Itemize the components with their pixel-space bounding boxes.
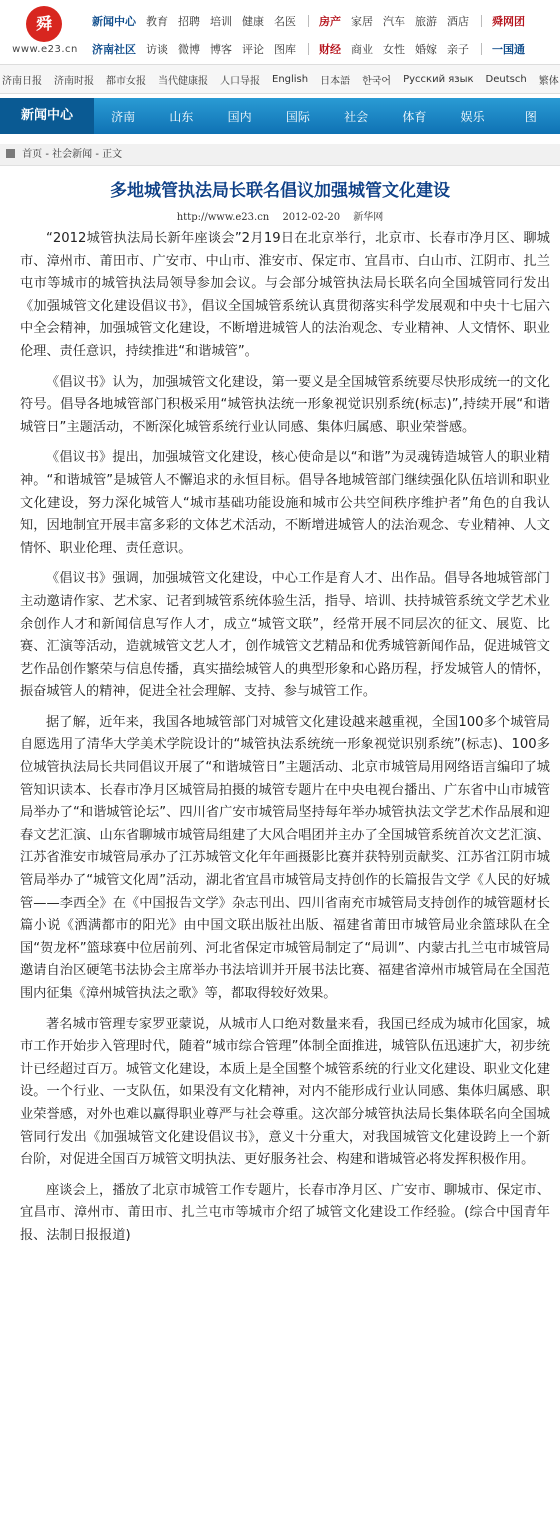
home-icon <box>6 149 15 158</box>
nav-link-parenting[interactable]: 亲子 <box>447 43 469 56</box>
nav-link-jobs[interactable]: 招聘 <box>178 15 200 28</box>
nav-link-doctors[interactable]: 名医 <box>274 15 296 28</box>
link-korean[interactable]: 한국어 <box>362 75 392 87</box>
nav-divider <box>481 43 482 55</box>
channel-society[interactable]: 社会 <box>344 109 369 124</box>
link-population-news[interactable]: 人口导报 <box>220 75 260 87</box>
nav-link-home[interactable]: 家居 <box>351 15 373 28</box>
article-paragraph: “2012城管执法局长新年座谈会”2月19日在北京举行，北京市、长春市净月区、聊城市、漳州市、莆田市、广安市、中山市、淮安市、保定市、宜昌市、白山市、江阴市、扎兰屯市等城市的城管执法局领导参加会议。与会部分城管执法局长联名向全国城管同行发出《加强城管文化建设倡议书》，倡议全国城管系统认真贯彻落实科学发展观和中央十七届六中全会精神，加强城管文化建设，不断增进城管人的法治观念、专业精神、人文情怀、职业伦理、责任意识，持续推进“和谐城管”。 <box>20 231 550 359</box>
article-paragraph: 《倡议书》认为，加强城管文化建设，第一要义是全国城管系统要尽快形成统一的文化符号。倡导各地城管部门积极采用“城管执法统一形象视觉识别系统(标志)”,持续开展“和谐城管日”主题活动，不断深化城管系统行业认同感、集体归属感、职业荣誉感。 <box>20 374 550 435</box>
channel-news-center[interactable]: 新闻中心 <box>0 98 94 134</box>
nav-link-education[interactable]: 教育 <box>146 15 168 28</box>
breadcrumb-separator: - <box>95 149 99 160</box>
nav-divider <box>481 15 482 27</box>
article-paragraph: 《倡议书》提出，加强城管文化建设，核心使命是以“和谐”为灵魂铸造城管人的职业精神。“和谐城管”是城管人不懈追求的永恒目标。倡导各地城管部门继续强化队伍培训和职业文化建设，努力深化城管人“城市基础功能设施和城市公共空间秩序维护者”角色的自我认知，因地制宜开展丰富多彩的文体艺术活动，不断增进城管人的法治观念、专业精神、人文情怀、职业伦理、责任意识。 <box>20 450 550 556</box>
nav-link-women[interactable]: 女性 <box>383 43 405 56</box>
channel-domestic[interactable]: 国内 <box>227 109 252 124</box>
article-meta <box>0 208 560 223</box>
breadcrumb-current: 正文 <box>102 149 123 160</box>
nav-divider <box>308 43 309 55</box>
channel-sports[interactable]: 体育 <box>402 109 427 124</box>
breadcrumb <box>0 144 560 166</box>
channel-jinan[interactable]: 济南 <box>111 109 136 124</box>
nav-link-blog[interactable]: 博客 <box>210 43 232 56</box>
link-english[interactable]: English <box>272 73 309 85</box>
link-jinan-daily[interactable]: 济南日报 <box>2 75 42 87</box>
article-date: 2012-02-20 <box>282 212 341 223</box>
article-title: 多地城管执法局长联名倡议加强城管文化建设 <box>110 181 450 201</box>
nav-link-travel[interactable]: 旅游 <box>415 15 437 28</box>
nav-link-hotel[interactable]: 酒店 <box>447 15 469 28</box>
nav-link-comments[interactable]: 评论 <box>242 43 264 56</box>
nav-link-weibo[interactable]: 微博 <box>178 43 200 56</box>
nav-link-interview[interactable]: 访谈 <box>146 43 168 56</box>
site-header <box>0 0 560 64</box>
article-paragraph: 据了解，近年来，我国各地城管部门对城管文化建设越来越重视，全国100多个城管局自愿选用了清华大学美术学院设计的“城管执法系统统一形象视觉识别系统”(标志)、100多位城管执法局长共同倡议开展了“和谐城管日”主题活动、北京市城管局用网络语言编印了城管知识读本、长春市净月区城管局拍摄的城管专题片在中央电视台播出、广东省中山市城管局举办了“和谐城管论坛”、四川省广安市城管局坚持每年举办城管执法文学艺术作品展和迎春文艺汇演、山东省聊城市城管局组建了大风合唱团并主办了全国城管系统首次文艺汇演、江苏省淮安市城管局承办了江苏城管文化年年画摄影比赛并获特别贡献奖、江苏省江阴市城管局举办了“城管文化周”活动，湖北省宜昌市城管局支持创作的长篇报告文学《人民的好城管——李西全》在《中国报告文学》杂志刊出、四川省南充市城管局支持创作的城管题材长篇小说《洒满都市的阳光》由中国文联出版社出版、福建省莆田市城管局业余篮球队在全国“贺龙杯”篮球赛中位居前列、河北省保定市城管局制定了“局训”、内蒙古扎兰屯市城管局邀请自治区硬笔书法协会主席举办书法培训并开展书法比赛、福建省漳州市城管局在全国范围内征集《漳州城管执法之歌》等，都取得较好效果。 <box>20 714 550 1001</box>
link-german[interactable]: Deutsch <box>485 73 527 85</box>
nav-link-realestate[interactable]: 房产 <box>319 15 341 28</box>
channel-pictures[interactable]: 图 <box>524 109 537 124</box>
nav-link-auto[interactable]: 汽车 <box>383 15 405 28</box>
logo-domain: www.e23.cn <box>12 44 78 55</box>
nav-link-health[interactable]: 健康 <box>242 15 264 28</box>
nav-link-wedding[interactable]: 婚嫁 <box>415 43 437 56</box>
channel-entertainment[interactable]: 娱乐 <box>460 109 485 124</box>
article-paragraph: 座谈会上，播放了北京市城管工作专题片，长春市净月区、广安市、聊城市、保定市、宜昌市、漳州市、莆田市、扎兰屯市等城市介绍了城管文化建设工作经验。(综合中国青年报、法制日报报道) <box>20 1182 550 1243</box>
article-body <box>20 228 550 1256</box>
link-jinan-times[interactable]: 济南时报 <box>54 75 94 87</box>
top-nav <box>92 10 560 60</box>
top-nav-row-2 <box>92 38 560 60</box>
article-source: 新华网 <box>353 212 384 223</box>
breadcrumb-separator: - <box>45 149 49 160</box>
link-health-news[interactable]: 当代健康报 <box>158 75 208 87</box>
nav-link-yiguotong[interactable]: 一国通 <box>492 43 525 56</box>
breadcrumb-section[interactable]: 社会新闻 <box>52 149 93 160</box>
nav-divider <box>308 15 309 27</box>
channel-nav <box>0 98 560 134</box>
article-paragraph: 《倡议书》强调，加强城管文化建设，中心工作是育人才、出作品。倡导各地城管部门主动邀请作家、艺术家、记者到城管系统体验生活，指导、培训、扶持城管系统文学艺术业余创作人才和新闻信息写作人才，成立“城管文联”，经常开展不同层次的征文、展览、比赛、汇演等活动，造就城管文艺人才，创作城管文艺精品和优秀城管新闻作品，促进城管文艺作品创作繁荣与信息传播，真实描绘城管人的典型形象和心路历程，抒发城管人的情怀，振奋城管人的精神，促进全社会理解、支持、参与城管工作。 <box>20 571 550 700</box>
site-logo[interactable] <box>6 6 84 58</box>
nav-link-community[interactable]: 济南社区 <box>92 43 136 56</box>
link-russian[interactable]: Русский язык <box>403 73 474 85</box>
nav-link-business[interactable]: 商业 <box>351 43 373 56</box>
channel-international[interactable]: 国际 <box>285 109 310 124</box>
nav-link-training[interactable]: 培训 <box>210 15 232 28</box>
nav-link-news-center[interactable]: 新闻中心 <box>92 15 136 28</box>
link-japanese[interactable]: 日本語 <box>320 75 351 87</box>
article-paragraph: 著名城市管理专家罗亚蒙说，从城市人口绝对数量来看，我国已经成为城市化国家，城市工作开始步入管理时代，随着“城市综合管理”体制全面推进，城管队伍迅速扩大，初步统计已经超过百万。城管文化建设，本质上是全国整个城管系统的行业文化建设、职业文化建设。一个行业、一支队伍，如果没有文化精神，对内不能形成行业认同感、集体归属感、职业荣誉感，对外也难以赢得职业尊严与社会尊重。这次部分城管执法局长集体联名向全国城管同行发出《加强城管文化建设倡议书》，意义十分重大，对我国城管文化建设跨上一个新台阶，对促进全国百万城管文明执法、更好服务社会、构建和谐城管必将发挥积极作用。 <box>20 1016 550 1168</box>
channel-shandong[interactable]: 山东 <box>169 109 194 124</box>
nav-link-group-buy[interactable]: 舜网团 <box>492 15 525 28</box>
article-source-url[interactable]: http://www.e23.cn <box>176 212 270 223</box>
partner-language-bar <box>0 64 560 94</box>
top-nav-row-1 <box>92 10 560 32</box>
breadcrumb-home[interactable]: 首页 <box>22 149 43 160</box>
link-traditional-chinese[interactable]: 繁体 <box>538 75 559 87</box>
nav-link-gallery[interactable]: 图库 <box>274 43 296 56</box>
logo-seal: 舜 <box>26 6 62 42</box>
nav-link-finance[interactable]: 财经 <box>319 43 341 56</box>
link-city-women-news[interactable]: 都市女报 <box>106 75 146 87</box>
